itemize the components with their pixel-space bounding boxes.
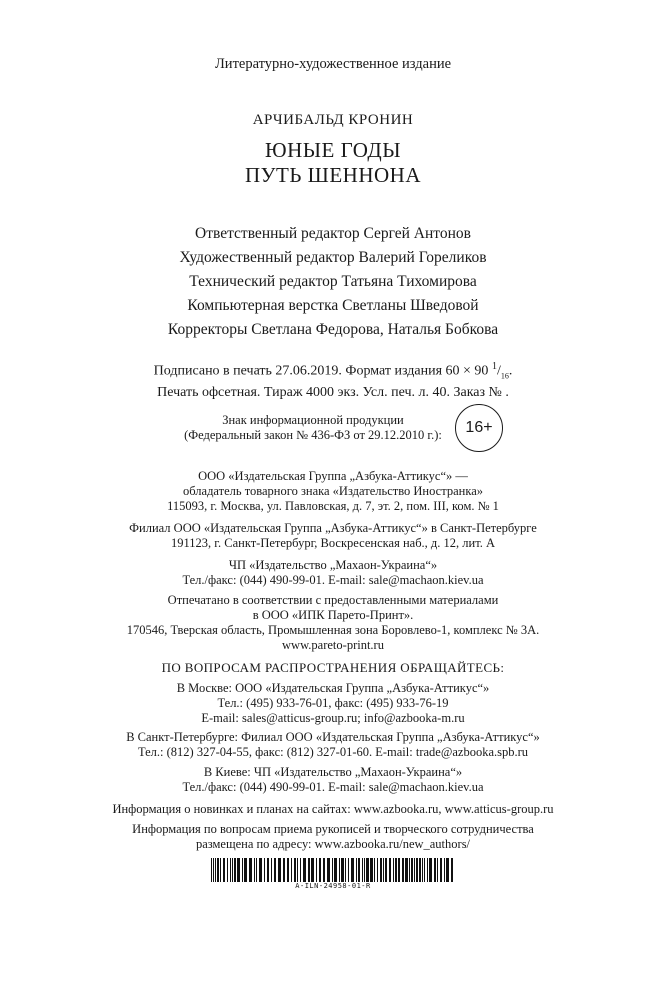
publisher-main <box>0 469 666 514</box>
distribution-spb <box>0 730 666 760</box>
distribution-kiev <box>0 765 666 795</box>
distribution-line: В Санкт-Петербурге: Филиал ООО «Издательская Группа „Азбука-Аттикус“» <box>126 730 540 744</box>
author-name: АРЧИБАЛЬД КРОНИН <box>252 112 414 128</box>
credit-line: Корректоры Светлана Федорова, Наталья Бобкова <box>167 321 499 338</box>
publisher-line: ООО «Издательская Группа „Азбука-Аттикус“» — <box>198 469 468 483</box>
printing-line1-text: Подписано в печать 27.06.2019. Формат издания 60 × 90 <box>153 363 489 379</box>
publisher-ukraine <box>0 558 666 588</box>
distribution-line: Тел./факс: (044) 490-99-01. E-mail: sale@machaon.kiev.ua <box>182 780 484 794</box>
edition-type: Литературно-художественное издание <box>214 56 452 72</box>
printing-line2: Печать офсетная. Тираж 4000 экз. Усл. печ. л. 40. Заказ № . <box>157 385 509 401</box>
news-info: Информация о новинках и планах на сайтах: www.azbooka.ru, www.atticus-group.ru <box>112 802 554 816</box>
publisher-line: Филиал ООО «Издательская Группа „Азбука-Аттикус“» в Санкт-Петербурге <box>129 521 537 535</box>
distribution-line: E-mail: sales@atticus-group.ru; info@azbooka-m.ru <box>201 711 465 725</box>
publisher-branch-spb <box>0 521 666 551</box>
printing-info <box>0 358 666 401</box>
info-product-mark <box>178 413 448 443</box>
age-rating-badge: 16+ <box>455 404 503 452</box>
credit-line: Ответственный редактор Сергей Антонов <box>195 225 471 242</box>
rating-label: Знак информационной продукции <box>222 413 404 427</box>
barcode-bars <box>209 858 457 882</box>
printer-line: www.pareto-print.ru <box>282 638 384 652</box>
barcode <box>209 858 457 900</box>
distribution-heading: ПО ВОПРОСАМ РАСПРОСТРАНЕНИЯ ОБРАЩАЙТЕСЬ: <box>161 660 505 675</box>
format-numerator: 1 <box>491 361 497 372</box>
credit-line: Художественный редактор Валерий Гореликов <box>179 249 487 266</box>
distribution-line: Тел.: (495) 933-76-01, факс: (495) 933-76-19 <box>217 696 449 710</box>
publisher-line: ЧП «Издательство „Махаон-Украина“» <box>228 558 438 572</box>
publisher-line: 191123, г. Санкт-Петербург, Воскресенская наб., д. 12, лит. А <box>170 536 496 550</box>
credit-line: Компьютерная верстка Светланы Шведовой <box>187 297 479 314</box>
publisher-line: Тел./факс: (044) 490-99-01. E-mail: sale@machaon.kiev.ua <box>182 573 484 587</box>
editorial-credits <box>0 222 666 342</box>
distribution-moscow <box>0 681 666 726</box>
manuscripts-line: Информация по вопросам приема рукописей и творческого сотрудничества <box>132 822 534 836</box>
book-title-line2: ПУТЬ ШЕННОНА <box>244 163 421 187</box>
printer-line: 170546, Тверская область, Промышленная зона Боровлево-1, комплекс № 3А. <box>126 623 540 637</box>
manuscripts-info <box>0 822 666 852</box>
credit-line: Технический редактор Татьяна Тихомирова <box>189 273 477 290</box>
barcode-code: A-ILN-24958-01-R <box>295 882 371 890</box>
rating-law: (Федеральный закон № 436-ФЗ от 29.12.2010 г.): <box>184 428 442 442</box>
format-denominator: 16 <box>500 371 509 381</box>
distribution-line: В Москве: ООО «Издательская Группа „Азбука-Аттикус“» <box>176 681 490 695</box>
manuscripts-line: размещена по адресу: www.azbooka.ru/new_authors/ <box>195 837 471 851</box>
distribution-line: Тел.: (812) 327-04-55, факс: (812) 327-01-60. E-mail: trade@azbooka.spb.ru <box>137 745 529 759</box>
publisher-line: обладатель товарного знака «Издательство Иностранка» <box>182 484 484 498</box>
distribution-line: В Киеве: ЧП «Издательство „Махаон-Украина“» <box>203 765 463 779</box>
book-title-line1: ЮНЫЕ ГОДЫ <box>264 138 402 162</box>
printer-info <box>0 593 666 653</box>
printer-line: в ООО «ИПК Парето-Принт». <box>252 608 414 622</box>
publisher-line: 115093, г. Москва, ул. Павловская, д. 7, эт. 2, пом. III, ком. № 1 <box>167 499 499 513</box>
printing-line1: Подписано в печать 27.06.2019. Формат издания 60 × 90 $^1/_{16}$. <box>153 361 513 381</box>
printer-line: Отпечатано в соответствии с предоставленными материалами <box>167 593 499 607</box>
